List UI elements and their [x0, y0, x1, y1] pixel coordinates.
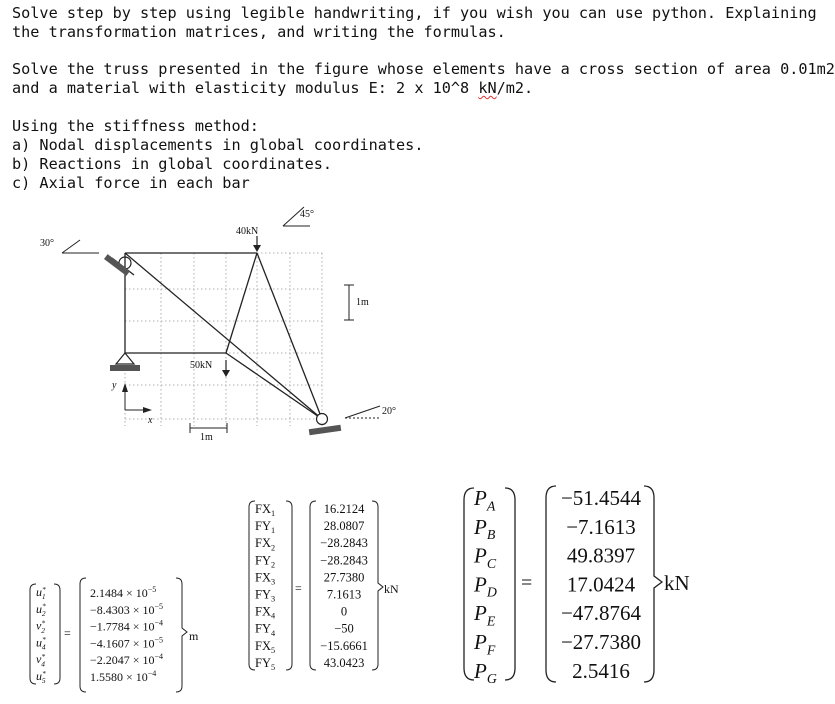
- reaction-symbol: $FY_3$: [255, 587, 276, 604]
- displacement-symbol: v* 2: [36, 618, 46, 635]
- support-bottom-left: [110, 353, 140, 371]
- method-item-b: b) Reactions in global coordinates.: [12, 155, 333, 173]
- reaction-symbol: $FX_4$: [255, 604, 276, 621]
- force-entries: [473, 486, 642, 686]
- reaction-vector-brackets: [249, 501, 383, 673]
- force-equals: =: [521, 572, 533, 594]
- member-diagonal-long: [125, 253, 322, 419]
- reaction-symbol: $FX_3$: [255, 570, 276, 587]
- label-axis-y: y: [112, 380, 117, 391]
- reaction-value: 43.0423: [323, 655, 365, 670]
- force-value: 17.0424: [566, 572, 636, 597]
- force-symbol: $P_E$: [474, 601, 496, 629]
- dimension-horizontal: [190, 423, 227, 433]
- displacement-symbol: u* 5: [36, 668, 46, 686]
- load-arrow-50kn: [222, 360, 230, 377]
- load-arrow-40kn: [253, 236, 261, 252]
- problem-paragraph: [12, 60, 835, 98]
- member-diagonal-up: [226, 253, 257, 353]
- label-load-50kn: 50kN: [190, 360, 213, 371]
- label-dim-vertical: 1m: [356, 297, 369, 308]
- label-angle-45: 45°: [300, 209, 314, 220]
- force-symbol: $P_B$: [474, 514, 496, 543]
- reaction-value: 28.0807: [323, 519, 365, 534]
- reaction-equals: =: [295, 581, 302, 595]
- axes: [122, 383, 152, 413]
- method-item-c: c) Axial force in each bar: [12, 174, 250, 192]
- grid: [125, 253, 322, 426]
- label-angle-30: 30°: [40, 238, 54, 249]
- displacement-entries: [36, 585, 163, 685]
- truss-members: [125, 253, 322, 419]
- member-diagonal-down: [226, 353, 322, 419]
- displacement-value: $1.5580 \times 10^{-4}$: [90, 669, 157, 684]
- displacement-symbol: v* 4: [36, 652, 46, 669]
- member-right: [257, 253, 322, 419]
- reaction-symbol: $FX_2$: [255, 536, 276, 553]
- force-symbol: $P_A$: [474, 486, 496, 514]
- force-symbol: $P_G$: [474, 658, 497, 687]
- force-value: 2.5416: [572, 658, 630, 683]
- reaction-symbol: $FY_1$: [255, 519, 276, 536]
- displacement-symbol: u* 1: [36, 584, 46, 602]
- reaction-value: 7.1613: [326, 587, 362, 602]
- displacement-value: $2.1484 \times 10^{-5}$: [90, 585, 157, 600]
- reaction-symbol: $FY_2$: [255, 553, 276, 570]
- reaction-value: −15.6661: [320, 638, 368, 653]
- displacement-value: $-8.4303 \times 10^{-5}$: [90, 601, 164, 617]
- label-dim-horizontal: 1m: [200, 432, 213, 443]
- angle-marker-30: [62, 240, 99, 253]
- method-paragraph: [12, 117, 736, 193]
- reaction-symbol: $FY_5$: [255, 655, 276, 673]
- instructions-line-2: the transformation matrices, and writing the formulas.: [12, 23, 506, 41]
- displacement-symbol: u* 4: [36, 635, 46, 652]
- force-value: 49.8397: [566, 543, 636, 568]
- force-symbol: $P_F$: [474, 630, 496, 658]
- problem-line-2-post: /m2.: [496, 79, 534, 97]
- reaction-unit: kN: [384, 582, 399, 596]
- angle-marker-45: [283, 207, 310, 226]
- force-value: −7.1613: [566, 514, 636, 539]
- reaction-value: 0: [340, 604, 348, 619]
- displacement-value: $-2.2047 \times 10^{-4}$: [90, 652, 164, 668]
- reaction-value: −50: [334, 621, 354, 636]
- force-unit: kN: [664, 571, 690, 595]
- force-value: −47.8764: [560, 601, 642, 626]
- label-angle-20: 20°: [382, 406, 396, 417]
- dimension-vertical: [344, 285, 354, 320]
- reaction-value: −28.2843: [320, 553, 368, 568]
- reaction-symbol: $FX_5$: [255, 638, 276, 655]
- problem-line-2-pre: and a material with elasticity modulus E: 2 x 10^8: [12, 79, 479, 97]
- displacement-symbol: u* 2: [36, 601, 46, 619]
- instructions-paragraph: [12, 4, 817, 42]
- reaction-value: −28.2843: [320, 536, 368, 551]
- reaction-value: 27.7380: [323, 570, 365, 585]
- force-symbol: $P_C$: [474, 543, 497, 571]
- problem-line-2: [12, 79, 736, 98]
- label-axis-x: x: [148, 415, 153, 426]
- support-top-left: [104, 254, 134, 276]
- spellcheck-word-kn: kN: [478, 79, 497, 97]
- label-load-40kn: 40kN: [236, 226, 259, 237]
- reaction-symbol: $FX_1$: [255, 502, 276, 519]
- force-value: −27.7380: [560, 630, 642, 654]
- method-intro: Using the stiffness method:: [12, 117, 259, 135]
- force-symbol: $P_D$: [474, 572, 497, 600]
- reaction-entries: [255, 502, 368, 672]
- reaction-symbol: $FY_4$: [255, 621, 276, 638]
- displacement-value: $-4.1607 \times 10^{-5}$: [90, 635, 164, 651]
- force-value: −51.4544: [560, 486, 642, 510]
- reaction-value: 16.2124: [323, 502, 365, 516]
- force-vector-brackets: [464, 486, 662, 682]
- displacement-value: $-1.7784 \times 10^{-4}$: [90, 618, 164, 634]
- instructions-line-1: Solve step by step using legible handwriting, if you wish you can use python. Explaining: [12, 4, 817, 22]
- displacement-unit: m: [189, 629, 199, 643]
- displacement-vector: [30, 578, 187, 692]
- support-bottom-right: [309, 406, 380, 435]
- problem-line-1: Solve the truss presented in the figure whose elements have a cross section of area 0.01m2: [12, 60, 835, 78]
- displacement-equals: =: [64, 626, 71, 640]
- method-item-a: a) Nodal displacements in global coordinates.: [12, 136, 424, 154]
